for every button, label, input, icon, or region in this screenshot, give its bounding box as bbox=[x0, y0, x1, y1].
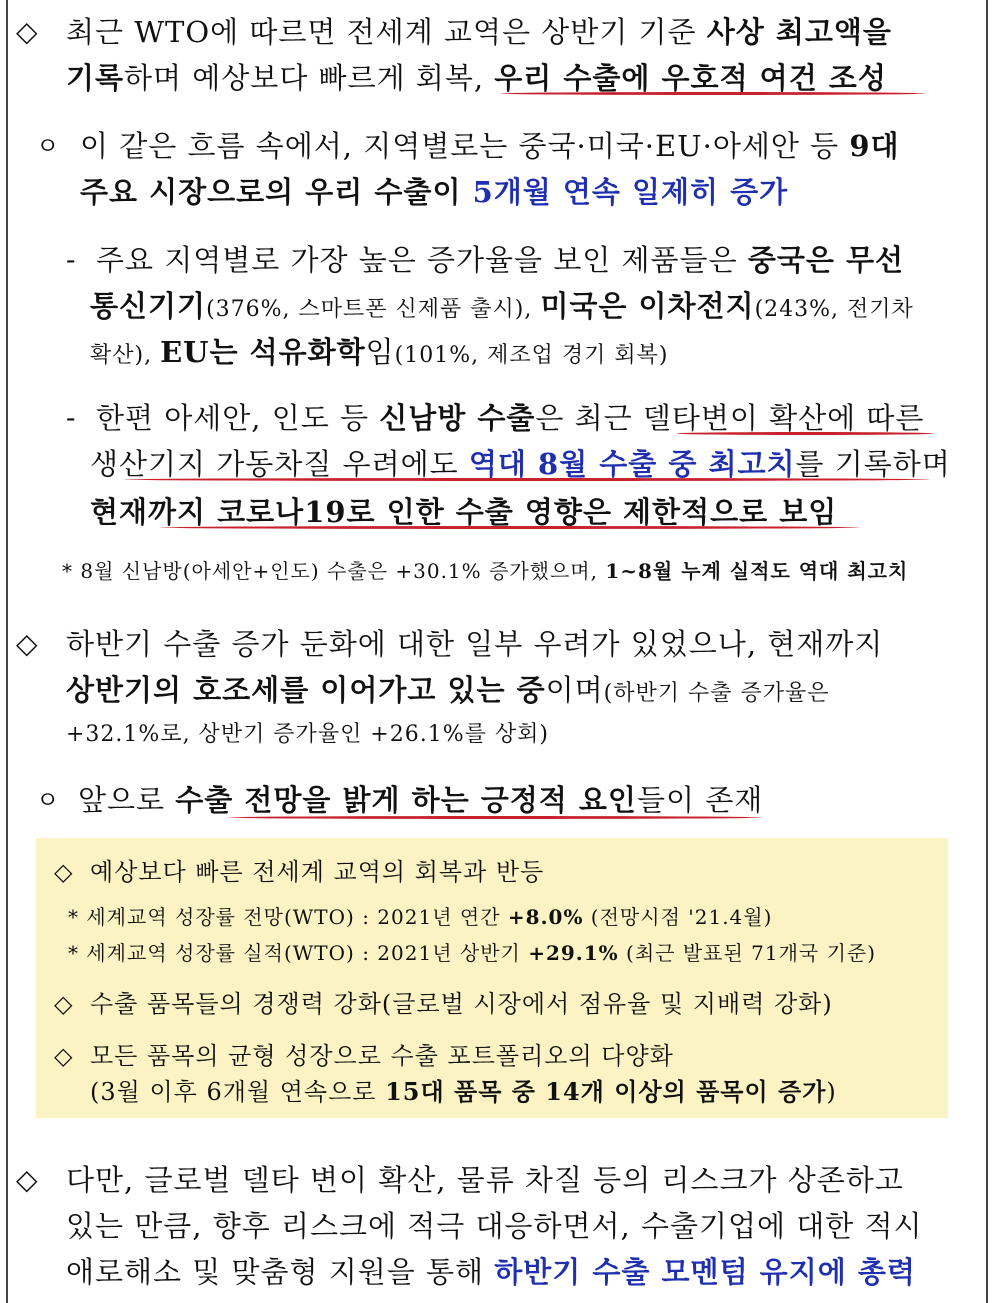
dash-item-1-line-2: 통신기기(376%, 스마트폰 신제품 출시), 미국은 이차전지(243%, 전기차 bbox=[90, 289, 914, 323]
box-note-1: * 세계교역 성장률 전망(WTO) : 2021년 연간 +8.0% (전망시점 '21.4월) bbox=[68, 905, 773, 929]
box-item-3: 모든 품목의 균형 성장으로 수출 포트폴리오의 다양화 bbox=[90, 1042, 674, 1070]
red-underline bbox=[160, 526, 860, 529]
diamond-bullet-icon: ◇ bbox=[54, 990, 73, 1018]
section-3-line-2: 있는 만큼, 향후 리스크에 적극 대응하면서, 수출기업에 대한 적시 bbox=[66, 1209, 923, 1243]
dash-item-2-note: * 8월 신남방(아세안+인도) 수출은 +30.1% 증가했으며, 1~8월 누계 실적도 역대 최고치 bbox=[62, 559, 909, 583]
red-underline bbox=[124, 478, 930, 481]
diamond-bullet-icon: ◇ bbox=[16, 15, 38, 48]
dash-item-2-line-2: 생산기지 가동차질 우려에도 역대 8월 수출 중 최고치를 기록하며 bbox=[90, 447, 951, 481]
red-underline bbox=[500, 92, 926, 95]
box-item-2: 수출 품목들의 경쟁력 강화(글로벌 시장에서 점유율 및 지배력 강화) bbox=[90, 990, 833, 1018]
dash-item-1-line-3: 확산), EU는 석유화학임(101%, 제조업 경기 회복) bbox=[90, 335, 669, 369]
dash-bullet: - bbox=[66, 401, 76, 434]
box-note-2: * 세계교역 성장률 실적(WTO) : 2021년 상반기 +29.1% (최근 발표된 71개국 기준) bbox=[68, 941, 877, 965]
diamond-bullet-icon: ◇ bbox=[16, 1163, 38, 1196]
subsection-1-line-2: 주요 시장으로의 우리 수출이 5개월 연속 일제히 증가 bbox=[80, 175, 789, 209]
circle-bullet-icon: ㅇ bbox=[36, 132, 60, 160]
dash-bullet: - bbox=[66, 243, 76, 276]
dash-item-1-line-1: 주요 지역별로 가장 높은 증가율을 보인 제품들은 중국은 무선 bbox=[96, 243, 904, 277]
dash-item-2-line-3: 현재까지 코로나19로 인한 수출 영향은 제한적으로 보임 bbox=[90, 495, 838, 529]
circle-bullet-icon: ㅇ bbox=[36, 786, 60, 814]
dash-item-2-line-1: 한편 아세안, 인도 등 신남방 수출은 최근 델타변이 확산에 따른 bbox=[96, 401, 925, 435]
section-3-line-1: 다만, 글로벌 델타 변이 확산, 물류 차질 등의 리스크가 상존하고 bbox=[66, 1163, 904, 1197]
section-3-line-3: 애로해소 및 맞춤형 지원을 통해 하반기 수출 모멘텀 유지에 총력 bbox=[66, 1255, 916, 1289]
box-item-3-detail: (3월 이후 6개월 연속으로 15대 품목 중 14개 이상의 품목이 증가) bbox=[90, 1077, 837, 1106]
red-underline bbox=[228, 816, 762, 819]
section-2-line-1: 하반기 수출 증가 둔화에 대한 일부 우려가 있었으나, 현재까지 bbox=[66, 627, 884, 661]
section-2-line-3: +32.1%로, 상반기 증가율인 +26.1%를 상회) bbox=[66, 722, 549, 747]
section-2-line-2: 상반기의 호조세를 이어가고 있는 중이며(하반기 수출 증가율은 bbox=[66, 673, 830, 707]
section-1-line-2: 기록하며 예상보다 빠르게 회복, 우리 수출에 우호적 여건 조성 bbox=[66, 61, 887, 95]
diamond-bullet-icon: ◇ bbox=[16, 627, 38, 660]
box-item-1: 예상보다 빠른 전세계 교역의 회복과 반등 bbox=[90, 858, 545, 886]
red-underline bbox=[676, 432, 934, 435]
subsection-2-line-1: 앞으로 수출 전망을 밝게 하는 긍정적 요인들이 존재 bbox=[78, 783, 764, 817]
subsection-1-line-1: 이 같은 흐름 속에서, 지역별로는 중국·미국·EU·아세안 등 9대 bbox=[80, 129, 900, 163]
diamond-bullet-icon: ◇ bbox=[54, 1042, 73, 1070]
diamond-bullet-icon: ◇ bbox=[54, 858, 73, 886]
section-1-line-1: 최근 WTO에 따르면 전세계 교역은 상반기 기준 사상 최고액을 bbox=[66, 15, 892, 49]
